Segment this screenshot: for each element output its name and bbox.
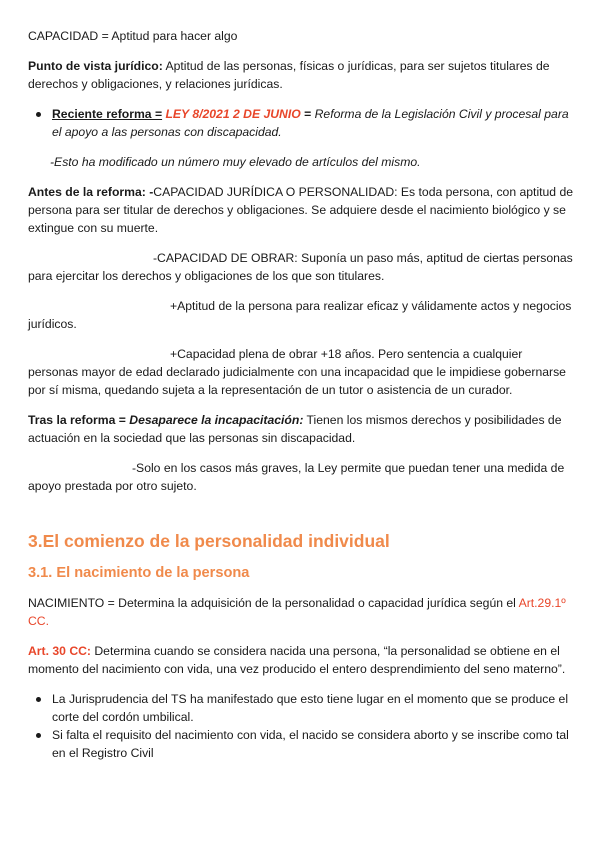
antes-reforma-paragraph xyxy=(28,183,574,237)
capacidad-definition: CAPACIDAD = Aptitud para hacer algo xyxy=(28,29,238,43)
desaparece-incapacitacion: Desaparece la incapacitación: xyxy=(129,413,304,427)
document-page xyxy=(28,27,574,762)
tras-reforma-text: Tienen los mismos derechos y posibilidades de actuación en la sociedad que las personas sin discapacidad. xyxy=(28,413,562,445)
art-30-reference: Art. 30 CC: xyxy=(28,644,91,658)
reciente-reforma-paragraph xyxy=(52,105,574,141)
punto-de-vista-paragraph xyxy=(28,57,574,93)
aborto-text: Si falta el requisito del nacimiento con vida, el nacido se considera aborto y se inscribe como tal en el Registro Civil xyxy=(52,728,569,760)
bullet-dot-icon xyxy=(36,697,41,702)
tras-reforma-label: Tras la reforma = xyxy=(28,413,130,427)
list-item xyxy=(28,726,574,762)
bullet-dot-icon xyxy=(36,733,41,738)
nacimiento-paragraph xyxy=(28,594,574,630)
nacimiento-text: NACIMIENTO = Determina la adquisición de la personalidad o capacidad jurídica según el xyxy=(28,596,519,610)
bullet-dot-icon xyxy=(36,112,41,117)
art-30-text: Determina cuando se considera nacida una persona, “la personalidad se obtiene en el momento del nacimiento con vida, una vez producido el entero desprendimiento del seno materno”. xyxy=(28,644,566,676)
ley-reference: LEY 8/2021 2 DE JUNIO xyxy=(165,107,301,121)
jurisprudencia-text: La Jurisprudencia del TS ha manifestado que esto tiene lugar en el momento que se produce el corte del cordón umbilical. xyxy=(52,692,569,724)
aptitud-actos-paragraph: +Aptitud de la persona para realizar eficaz y válidamente actos y negocios jurídicos. xyxy=(28,299,572,331)
tras-reforma-paragraph xyxy=(28,411,574,447)
capacidad-plena-paragraph: +Capacidad plena de obrar +18 años. Pero sentencia a cualquier personas mayor de edad declarado judicialmente con una incapacidad que le impidiese gobernarse por sí misma, quedando sujeta a la representación de un tutor o asistencia de un curador. xyxy=(28,347,566,397)
antes-reforma-label: Antes de la reforma: - xyxy=(28,185,154,199)
capacidad-obrar-paragraph: -CAPACIDAD DE OBRAR: Suponía un paso más, aptitud de ciertas personas para ejercitar los derechos y obligaciones de los que son titulares. xyxy=(28,251,573,283)
section-heading: 3.El comienzo de la personalidad individual xyxy=(28,531,390,551)
punto-de-vista-text: Aptitud de las personas, físicas o jurídicas, para ser sujetos titulares de derechos y obligaciones, y relaciones jurídicas. xyxy=(28,59,550,91)
reciente-reforma-label: Reciente reforma = xyxy=(52,107,163,121)
reforma-description: Reforma de la Legislación Civil y procesal para el apoyo a las personas con discapacidad. xyxy=(52,107,569,139)
capacidad-juridica-text: CAPACIDAD JURÍDICA O PERSONALIDAD: Es toda persona, con aptitud de persona para ser titular de derechos y obligaciones. Se adquiere desde el nacimiento biológico y se extingue con su muerte. xyxy=(28,185,574,235)
subsection-heading: 3.1. El nacimiento de la persona xyxy=(28,565,250,581)
equals-sign: = xyxy=(300,107,315,121)
art-30-paragraph xyxy=(28,642,574,678)
art-29-reference: Art.29.1º CC. xyxy=(28,596,566,628)
casos-graves-paragraph: -Solo en los casos más graves, la Ley permite que puedan tener una medida de apoyo prestada por otro sujeto. xyxy=(28,461,565,493)
list-item xyxy=(28,690,574,726)
modificado-note: -Esto ha modificado un número muy elevado de artículos del mismo. xyxy=(50,155,421,169)
reciente-reforma-bullet xyxy=(28,105,574,141)
punto-de-vista-label: Punto de vista jurídico: xyxy=(28,59,163,73)
